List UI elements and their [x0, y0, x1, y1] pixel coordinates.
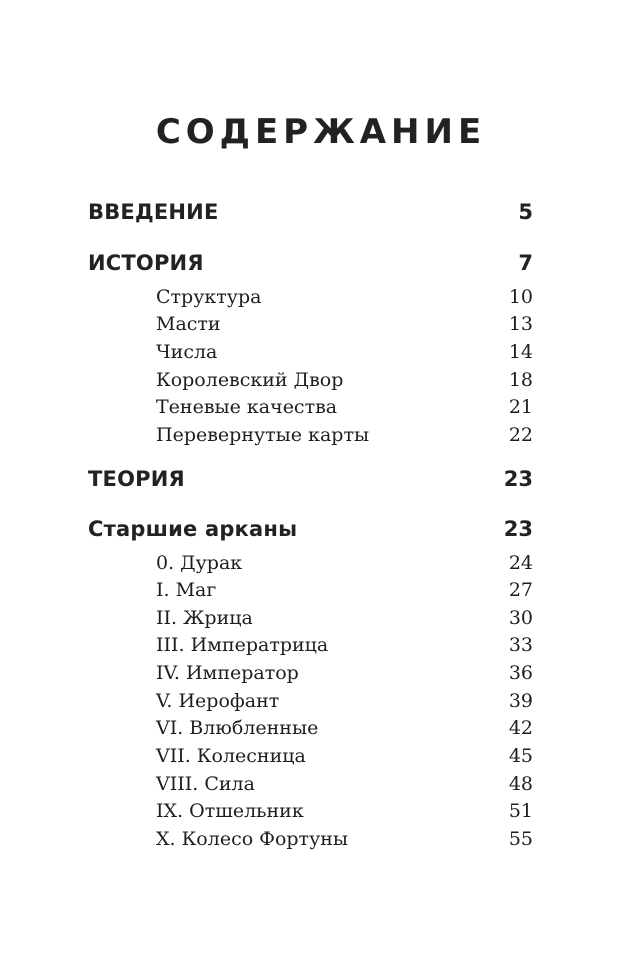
toc-item: [156, 552, 533, 574]
toc-section-label: ТЕОРИЯ: [88, 467, 185, 491]
toc-item-label: V. Иерофант: [156, 690, 280, 712]
toc-item: [156, 662, 533, 684]
toc-section-page: 7: [518, 251, 533, 275]
toc-item-page: 39: [508, 690, 533, 712]
toc-item: [156, 341, 533, 363]
toc-section-label: ВВЕДЕНИЕ: [88, 200, 219, 224]
toc-section-page: 23: [503, 517, 533, 541]
toc-item-label: Теневые качества: [156, 396, 338, 418]
toc-item-page: 30: [508, 607, 533, 629]
toc-item-page: 42: [508, 717, 533, 739]
toc-item: [156, 800, 533, 822]
toc-item: [156, 396, 533, 418]
toc-item-page: 14: [508, 341, 533, 363]
toc-item-page: 13: [508, 313, 533, 335]
toc-section-introduction: [88, 200, 533, 224]
toc-item: [156, 607, 533, 629]
toc-item-label: 0. Дурак: [156, 552, 243, 574]
toc-item-label: III. Императрица: [156, 634, 329, 656]
toc-item-label: II. Жрица: [156, 607, 253, 629]
toc-item-page: 27: [508, 579, 533, 601]
toc-item-label: Перевернутые карты: [156, 424, 370, 446]
toc-item-label: VI. Влюбленные: [156, 717, 319, 739]
toc-section-page: 5: [518, 200, 533, 224]
toc-item-label: Числа: [156, 341, 218, 363]
toc-item-label: IV. Император: [156, 662, 299, 684]
page-title: СОДЕРЖАНИЕ: [155, 112, 487, 152]
toc-item: [156, 745, 533, 767]
toc-item-label: IX. Отшельник: [156, 800, 304, 822]
toc-item-page: 10: [508, 286, 533, 308]
toc-item: [156, 313, 533, 335]
toc-item: [156, 286, 533, 308]
toc-item: [156, 424, 533, 446]
toc-item-label: Структура: [156, 286, 262, 308]
toc-item-label: X. Колесо Фортуны: [156, 828, 349, 850]
toc-section-page: 23: [503, 467, 533, 491]
toc-item-page: 21: [508, 396, 533, 418]
toc-item-label: VIII. Сила: [156, 773, 255, 795]
toc-item-page: 45: [508, 745, 533, 767]
toc-item: [156, 579, 533, 601]
toc-item: [156, 828, 533, 850]
toc-item-page: 33: [508, 634, 533, 656]
toc-section-history: [88, 251, 533, 275]
toc-item: [156, 773, 533, 795]
toc-item: [156, 634, 533, 656]
toc-item-label: VII. Колесница: [156, 745, 306, 767]
toc-item-page: 36: [508, 662, 533, 684]
toc-item: [156, 690, 533, 712]
toc-item-label: I. Маг: [156, 579, 217, 601]
toc-item: [156, 717, 533, 739]
toc-section-label: Старшие арканы: [88, 517, 298, 541]
toc-item-page: 51: [508, 800, 533, 822]
toc-item-page: 48: [508, 773, 533, 795]
toc-section-label: ИСТОРИЯ: [88, 251, 204, 275]
toc-item-page: 18: [508, 369, 533, 391]
toc-item: [156, 369, 533, 391]
toc-item-page: 22: [508, 424, 533, 446]
toc-item-label: Королевский Двор: [156, 369, 344, 391]
toc-item-page: 24: [508, 552, 533, 574]
toc-item-label: Масти: [156, 313, 221, 335]
toc-section-theory: [88, 467, 533, 491]
toc-item-page: 55: [508, 828, 533, 850]
toc-section-major-arcana: [88, 517, 533, 541]
